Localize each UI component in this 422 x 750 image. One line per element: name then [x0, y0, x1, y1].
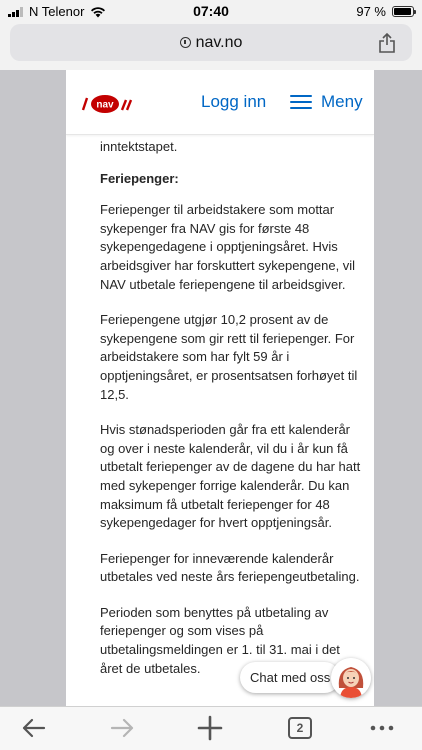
paragraph: Perioden som benyttes på utbetaling av feriepenger og som vises på utbetalingsmeldingen er 1. til 31. mai i det året de utbetales.: [100, 604, 340, 676]
logo-text: nav: [96, 99, 114, 111]
article-body: [100, 138, 362, 695]
browser-address-bar: [0, 22, 422, 70]
carrier-name: N Telenor: [29, 4, 85, 19]
chat-agent-icon: [331, 658, 371, 698]
battery-icon: [392, 6, 414, 17]
share-icon[interactable]: [378, 33, 396, 53]
chat-avatar[interactable]: [331, 658, 371, 698]
clock: 07:40: [193, 3, 229, 19]
text-fragment: inntektstapet.: [100, 139, 178, 154]
chat-button[interactable]: Chat med oss: [240, 662, 340, 693]
menu-button[interactable]: [290, 92, 363, 112]
more-options-icon[interactable]: [368, 715, 396, 741]
nav-logo[interactable]: [81, 92, 133, 114]
status-bar: [0, 0, 422, 22]
login-link[interactable]: Logg inn: [201, 92, 267, 111]
paragraph: Feriepengene utgjør 10,2 prosent av de sykepengene som gir rett til feriepenger. For arbeidstakere som har fylt 59 år i opptjeningsåret, er prosentsatsen forhøyet til 12,5.: [100, 312, 358, 402]
browser-toolbar: [0, 706, 422, 750]
content-column: [66, 70, 374, 706]
hamburger-icon: [290, 95, 312, 109]
battery-level-fill: [394, 8, 411, 15]
page-viewport[interactable]: [0, 70, 422, 706]
status-right: [356, 4, 414, 19]
battery-percent: 97 %: [356, 4, 386, 19]
paragraph: Feriepenger til arbeidstakere som mottar sykepenger fra NAV gis for første 48 sykepengedagene i opptjeningsåret. Hvis arbeidsgiver har forskuttert sykepengene, vil NAV utbetale feriepengene til arbeidsgiver.: [100, 202, 356, 292]
tab-switcher-button[interactable]: 2: [288, 717, 312, 739]
back-arrow-icon[interactable]: [20, 715, 48, 741]
paragraph: Hvis stønadsperioden går fra ett kalenderår og over i neste kalenderår, vil du i år kun få utbetalt feriepenger av de dagene du har hatt med sykepenger forrige kalenderår. Du kan maksimum få utbetalt feriepenger for 48 sykepengedager for hvert opptjeningsår.: [100, 422, 361, 531]
url-text: nav.no: [195, 34, 243, 51]
paragraph: Feriepenger for inneværende kalenderår utbetales ved neste års feriepengeutbetaling.: [100, 550, 360, 585]
url-display[interactable]: [10, 34, 412, 52]
section-heading: Feriepenger:: [100, 170, 179, 186]
new-tab-plus-icon[interactable]: [196, 715, 224, 741]
site-info-icon[interactable]: [180, 37, 191, 48]
url-field[interactable]: [10, 24, 412, 61]
site-header: [66, 70, 374, 135]
forward-arrow-icon[interactable]: [108, 715, 136, 741]
menu-label: Meny: [321, 92, 363, 111]
